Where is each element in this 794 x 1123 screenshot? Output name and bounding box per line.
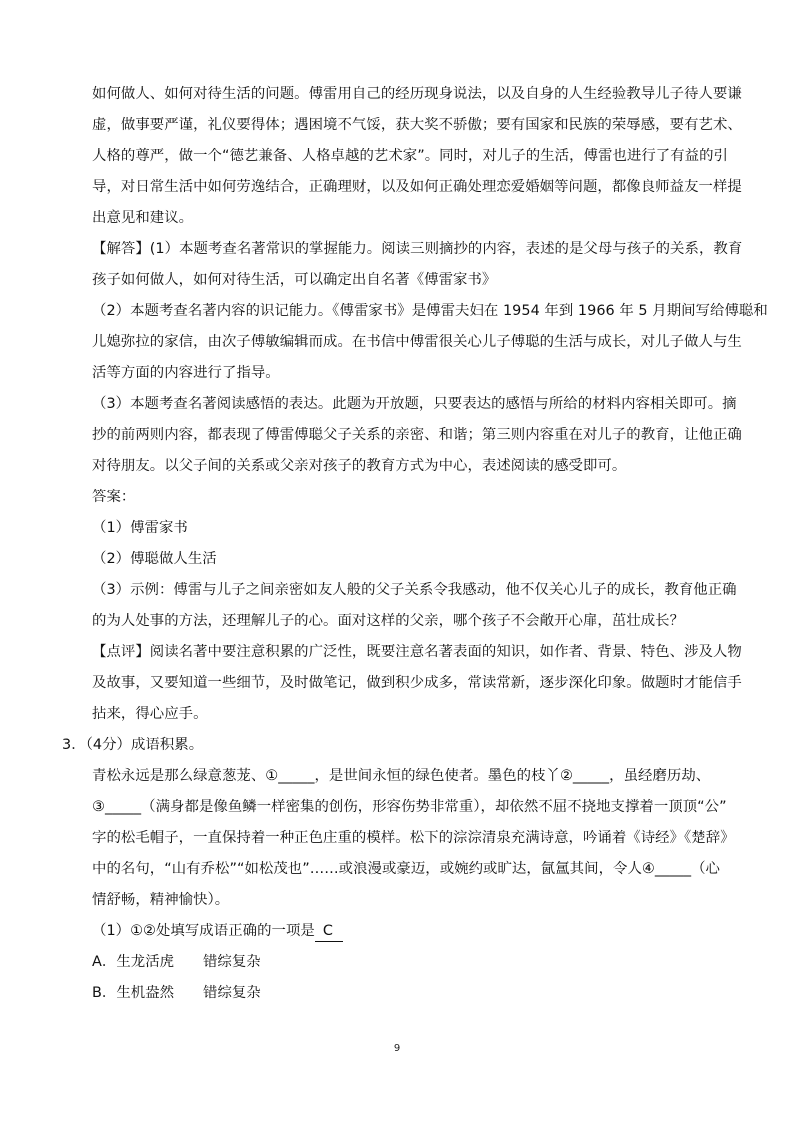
- option-b: B．生机盎然 错综复杂: [92, 985, 261, 1001]
- sub-question-text: （1）①②处填写成语正确的一项是: [92, 923, 315, 939]
- text-line: ③_____（满身都是像鱼鳞一样密集的创伤，形容伤势非常重），却依然不屈不挠地支撑着一顶顶“公”: [92, 799, 727, 815]
- text-line: 活等方面的内容进行了指导。: [92, 365, 280, 381]
- answer-heading-line: 【解答】(1）本题考查名著常识的掌握能力。阅读三则摘抄的内容，表述的是父母与孩子的关系，教育: [92, 241, 743, 257]
- text-line: 中的名句，“山有乔松”“如松茂也”……或浪漫或豪迈，或婉约或旷达，氤氲其间，令人④_____（心: [92, 861, 720, 877]
- text-line: 对待朋友。以父子间的关系或父亲对孩子的教育方式为中心，表述阅读的感受即可。: [92, 458, 627, 474]
- text-line: 虚，做事要严谨，礼仪要得体；遇困境不气馁，获大奖不骄傲；要有国家和民族的荣辱感，要有艺术、: [92, 117, 742, 133]
- text-line: （1）傅雷家书: [92, 520, 188, 536]
- answer-label: 答案：: [92, 489, 136, 505]
- text-line: 儿媳弥拉的家信，由次子傅敏编辑而成。在书信中傅雷很关心儿子傅聪的生活与成长，对儿子做人与生: [92, 334, 742, 350]
- text-line: 的为人处事的方法，还理解儿子的心。面对这样的父亲，哪个孩子不会敞开心扉，茁壮成长？: [92, 613, 685, 629]
- text-line: 字的松毛帽子，一直保持着一种正色庄重的模样。松下的淙淙清泉充满诗意，吟诵着《诗经》《楚辞》: [92, 830, 735, 846]
- text-line: （2）傅聪做人生活: [92, 551, 217, 567]
- answer-blank: C: [315, 921, 343, 942]
- comment-line: 【点评】阅读名著中要注意积累的广泛性，既要注意名著表面的知识，如作者、背景、特色、涉及人物: [92, 644, 742, 660]
- text-line: 如何做人、如何对待生活的问题。傅雷用自己的经历现身说法，以及自身的人生经验教导儿子待人要谦: [92, 86, 742, 102]
- text-line: 情舒畅，精神愉快）。: [92, 892, 230, 908]
- text-line: 抄的前两则内容，都表现了傅雷傅聪父子关系的亲密、和谐；第三则内容重在对儿子的教育，让他正确: [92, 427, 742, 443]
- question-title: 3．（4分）成语积累。: [62, 737, 204, 753]
- text-line: 及故事，又要知道一些细节，及时做笔记，做到积少成多，常读常新，逐步深化印象。做题时才能信手: [92, 675, 742, 691]
- text-line: 青松永远是那么绿意葱茏、①_____，是世间永恒的绿色使者。墨色的枝丫②_____，虽经磨历劫、: [92, 768, 711, 784]
- text-line: （2）本题考查名著内容的识记能力。《傅雷家书》是傅雷夫妇在 1954 年到 1966 年 5 月期间写给傅聪和: [92, 303, 768, 319]
- sub-question: [92, 921, 712, 942]
- text-line: 人格的尊严，做一个“德艺兼备、人格卓越的艺术家”。同时，对儿子的生活，傅雷也进行了有益的引: [92, 148, 728, 164]
- text-line: 拈来，得心应手。: [92, 706, 208, 722]
- text-line: （3）示例：傅雷与儿子之间亲密如友人般的父子关系令我感动，他不仅关心儿子的成长，教育他正确: [92, 582, 737, 598]
- page-number: 9: [393, 1043, 401, 1054]
- text-line: 孩子如何做人，如何对待生活，可以确定出自名著《傅雷家书》: [92, 272, 497, 288]
- text-line: 导，对日常生活中如何劳逸结合，正确理财，以及如何正确处理恋爱婚姻等问题，都像良师益友一样提: [92, 179, 742, 195]
- text-line: （3）本题考查名著阅读感悟的表达。此题为开放题，只要表达的感悟与所给的材料内容相关即可。摘: [92, 396, 737, 412]
- option-a: A．生龙活虎 错综复杂: [92, 954, 261, 970]
- text-line: 出意见和建议。: [92, 210, 194, 226]
